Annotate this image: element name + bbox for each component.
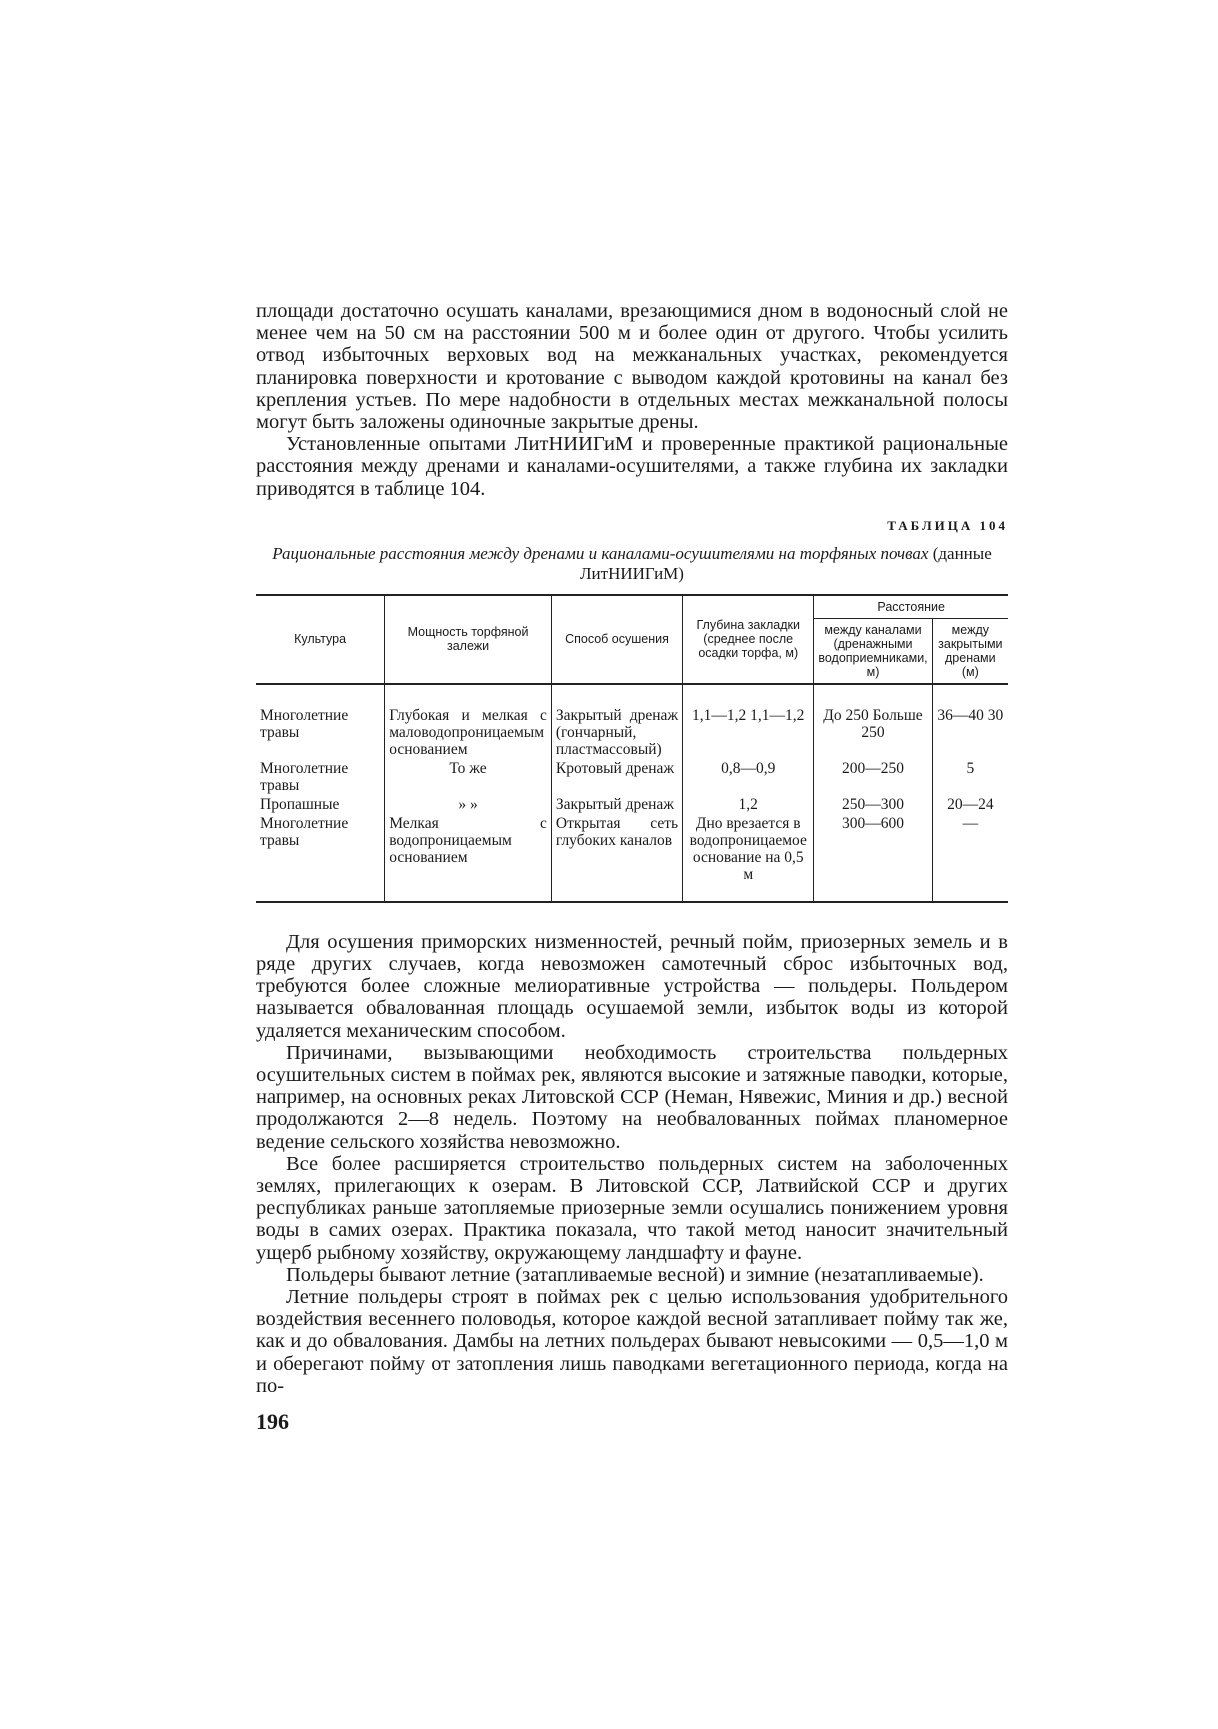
cell-dist-drains: 36—40 30	[932, 684, 1008, 759]
cell-thickness: Глубокая и мелкая с маловодопроницаемым основанием	[385, 684, 552, 759]
body-paragraph: Летние польдеры строят в поймах рек с целью использования удобрительного воздействия весеннего половодья, которое каждой весной затапливает пойму так же, как и до обвалования. Дамбы на летних польдерах бывают невысокими — 0,5—1,0 м и оберегают пойму от затопления лишь паводками вегетационного периода, когда на по-	[256, 1286, 1008, 1397]
cell-thickness: Мелкая с водопроницаемым основанием	[385, 814, 552, 902]
header-dist-canals: между каналами (дренажными водоприемниками, м)	[814, 618, 932, 684]
cell-dist-drains: —	[932, 814, 1008, 902]
body-paragraph: Причинами, вызывающими необходимость строительства польдерных осушительных систем в поймах рек, являются высокие и затяжные паводки, которые, например, на основных реках Литовской ССР (Неман, Нявежис, Миния и др.) весной продолжаются 2—8 недель. Поэтому на необвалованных поймах планомерное ведение сельского хозяйства невозможно.	[256, 1041, 1008, 1153]
header-thickness: Мощность торфяной залежи	[385, 595, 552, 684]
table-row	[256, 684, 1008, 759]
page-number: 196	[256, 1409, 289, 1435]
cell-dist-canals: 200—250	[814, 759, 932, 795]
table-row	[256, 759, 1008, 795]
cell-culture: Многолетние травы	[256, 759, 385, 795]
intro-paragraph: Установленные опытами ЛитНИИГиМ и проверенные практикой рациональные расстояния между дренами и каналами-осушителями, а также глубина их закладки приводятся в таблице 104.	[256, 433, 1008, 500]
cell-depth: 1,1—1,2 1,1—1,2	[683, 684, 814, 759]
cell-dist-drains: 20—24	[932, 795, 1008, 814]
table-caption-source: (данные ЛитНИИГиМ)	[580, 543, 992, 583]
cell-dist-canals: До 250 Больше 250	[814, 684, 932, 759]
table-caption	[266, 544, 998, 584]
body-paragraph: Для осушения приморских низменностей, речный пойм, приозерных земель и в ряде других случаев, когда невозможен самотечный сброс избыточных вод, требуются более сложные мелиоративные устройства — польдеры. Польдером называется обвалованная площадь осушаемой земли, избыток воды из которой удаляется механическим способом.	[256, 930, 1008, 1042]
cell-method: Закрытый дренаж (гончарный, пластмассовый)	[551, 684, 682, 759]
cell-thickness: » »	[385, 795, 552, 814]
cell-method: Закрытый дренаж	[551, 795, 682, 814]
table-label: ТАБЛИЦА 104	[887, 517, 1008, 533]
cell-dist-canals: 300—600	[814, 814, 932, 902]
table-row	[256, 814, 1008, 902]
cell-culture: Многолетние травы	[256, 684, 385, 759]
header-distance: Расстояние	[814, 595, 1008, 619]
body-paragraph: Польдеры бывают летние (затапливаемые весной) и зимние (незатапливаемые).	[286, 1263, 984, 1286]
header-culture: Культура	[256, 595, 385, 684]
header-dist-drains: между закрытыми дренами (м)	[932, 618, 1008, 684]
cell-depth: 1,2	[683, 795, 814, 814]
table-row	[256, 795, 1008, 814]
table-caption-title: Рациональные расстояния между дренами и каналами-осушителями на торфяных почвах	[272, 543, 929, 563]
body-text	[256, 931, 1008, 1397]
header-depth: Глубина закладки (среднее после осадки торфа, м)	[683, 595, 814, 684]
cell-culture: Пропашные	[256, 795, 385, 814]
distances-table	[256, 594, 1008, 903]
cell-culture: Многолетние травы	[256, 814, 385, 902]
cell-depth: Дно врезается в водопроницаемое основание на 0,5 м	[683, 814, 814, 902]
cell-method: Кротовый дренаж	[551, 759, 682, 795]
cell-method: Открытая сеть глубоких каналов	[551, 814, 682, 902]
cell-dist-drains: 5	[932, 759, 1008, 795]
cell-thickness: То же	[385, 759, 552, 795]
cell-dist-canals: 250—300	[814, 795, 932, 814]
body-paragraph: Все более расширяется строительство польдерных систем на заболоченных землях, прилегающих к озерам. В Литовской ССР, Латвийской ССР и других республиках раньше затопляемые приозерные земли осушались понижением уровня воды в самих озерах. Практика показала, что такой метод наносит значительный ущерб рыбному хозяйству, окружающему ландшафту и фауне.	[256, 1152, 1008, 1264]
page-content	[256, 300, 1008, 1435]
cell-depth: 0,8—0,9	[683, 759, 814, 795]
header-method: Способ осушения	[551, 595, 682, 684]
intro-paragraph: площади достаточно осушать каналами, врезающимися дном в водоносный слой не менее чем на 50 см на расстоянии 500 м и более один от другого. Чтобы усилить отвод избыточных верховых вод на межканальных участках, рекомендуется планировка поверхности и кротование с выводом каждой кротовины на канал без крепления устьев. По мере надобности в отдельных местах межканальной полосы могут быть заложены одиночные закрытые дрены.	[256, 300, 1008, 434]
